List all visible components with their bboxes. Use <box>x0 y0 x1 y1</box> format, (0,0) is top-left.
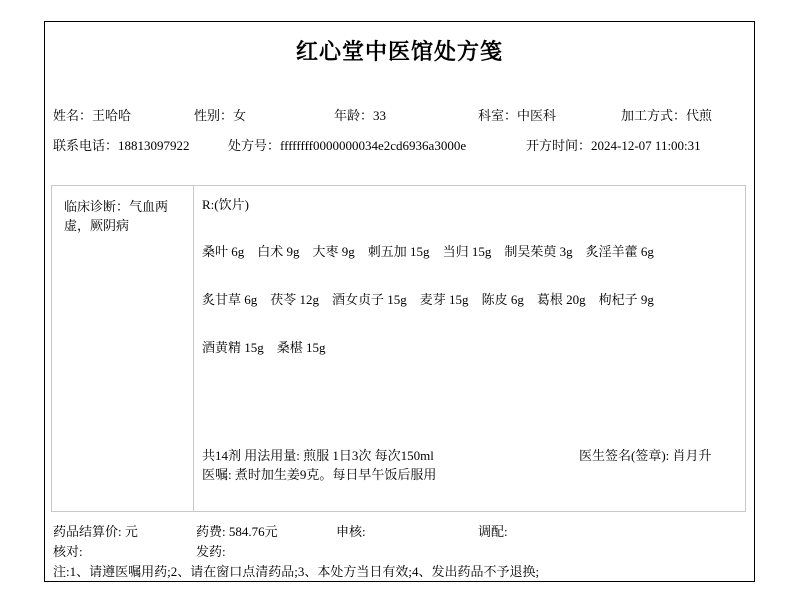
footer-note: 注:1、请遵医嘱用药;2、请在窗口点清药品;3、本处方当日有效;4、发出药品不予退换; <box>53 564 540 579</box>
blend-label: 调配: <box>478 524 508 539</box>
rx-bottom-row <box>202 446 745 484</box>
diagnosis-cell <box>52 186 194 511</box>
herb-item: 桑叶 6g <box>202 244 245 259</box>
herb-item: 白术 9g <box>257 244 300 259</box>
patient-name-field <box>53 108 194 123</box>
herb-item: 酒黄精 15g <box>202 340 264 355</box>
prescription-no-label: 处方号： <box>228 138 281 153</box>
processing-method-label: 加工方式： <box>621 108 687 123</box>
advice-line: 医嘱: 煮时加生姜9克。每日早午饭后服用 <box>202 467 437 482</box>
herb-item: 酒女贞子 15g <box>332 292 407 307</box>
drug-fee-value: 584.76元 <box>228 524 278 539</box>
settle-price-field <box>53 524 196 539</box>
settle-price-value: 元 <box>124 524 138 539</box>
patient-name-value: 王哈哈 <box>92 108 132 123</box>
patient-gender-label: 性别： <box>194 108 234 123</box>
prescription-sheet <box>44 21 755 582</box>
rx-cell <box>194 186 745 511</box>
blend-field <box>478 524 508 539</box>
diagnosis-value: 气血两虚，厥阴病 <box>64 199 169 233</box>
phone-field <box>53 138 228 153</box>
phone-value: 18813097922 <box>118 138 190 153</box>
herb-line <box>202 292 737 308</box>
patient-age-field <box>334 108 478 123</box>
dispense-label: 发药: <box>196 544 226 559</box>
issue-time-value: 2024-12-07 11:00:31 <box>591 138 701 153</box>
fee-row-2 <box>53 544 746 559</box>
check-field <box>53 544 196 559</box>
herb-item: 桑椹 15g <box>276 340 326 355</box>
rx-header: R:(饮片) <box>202 197 249 212</box>
review-field <box>336 524 478 539</box>
patient-age-label: 年龄： <box>334 108 374 123</box>
drug-fee-label: 药费: <box>196 524 229 539</box>
herb-list <box>202 244 737 356</box>
dispense-field <box>196 544 336 559</box>
issue-time-field <box>526 138 701 153</box>
department-value: 中医科 <box>517 108 557 123</box>
herb-item: 炙淫羊藿 6g <box>585 244 654 259</box>
herb-line <box>202 244 737 260</box>
prescription-no-field <box>228 138 526 153</box>
prescription-table <box>51 185 746 512</box>
doctor-signature: 医生签名(签章): 肖月升 <box>579 448 712 463</box>
phone-label: 联系电话： <box>53 138 119 153</box>
herb-item: 大枣 9g <box>312 244 355 259</box>
processing-method-field <box>621 108 712 123</box>
review-label: 申核: <box>336 524 366 539</box>
fee-row-1 <box>53 524 746 539</box>
check-label: 核对: <box>53 544 83 559</box>
patient-info-row-2 <box>53 138 746 153</box>
herb-item: 枸杞子 9g <box>598 292 654 307</box>
department-field <box>478 108 621 123</box>
herb-item: 葛根 20g <box>536 292 586 307</box>
usage-block <box>202 446 436 484</box>
patient-name-label: 姓名： <box>53 108 93 123</box>
patient-info-row-1 <box>53 108 746 123</box>
diagnosis-label: 临床诊断： <box>64 199 130 214</box>
department-label: 科室： <box>478 108 518 123</box>
processing-method-value: 代煎 <box>686 108 713 123</box>
patient-gender-value: 女 <box>233 108 247 123</box>
herb-item: 麦芽 15g <box>419 292 469 307</box>
herb-item: 炙甘草 6g <box>202 292 258 307</box>
herb-item: 制吴茱萸 3g <box>504 244 573 259</box>
patient-gender-field <box>194 108 334 123</box>
clinic-title: 红心堂中医馆处方笺 <box>295 39 503 64</box>
herb-item: 茯苓 12g <box>270 292 320 307</box>
herb-item: 刺五加 15g <box>367 244 430 259</box>
herb-line <box>202 340 737 356</box>
patient-age-value: 33 <box>373 108 387 123</box>
usage-line: 共14剂 用法用量: 煎服 1日3次 每次150ml <box>202 448 434 463</box>
drug-fee-field <box>196 524 336 539</box>
herb-item: 当归 15g <box>442 244 492 259</box>
settle-price-label: 药品结算价: <box>53 524 125 539</box>
issue-time-label: 开方时间： <box>526 138 592 153</box>
prescription-no-value: ffffffff0000000034e2cd6936a3000e <box>280 138 467 153</box>
herb-item: 陈皮 6g <box>481 292 524 307</box>
